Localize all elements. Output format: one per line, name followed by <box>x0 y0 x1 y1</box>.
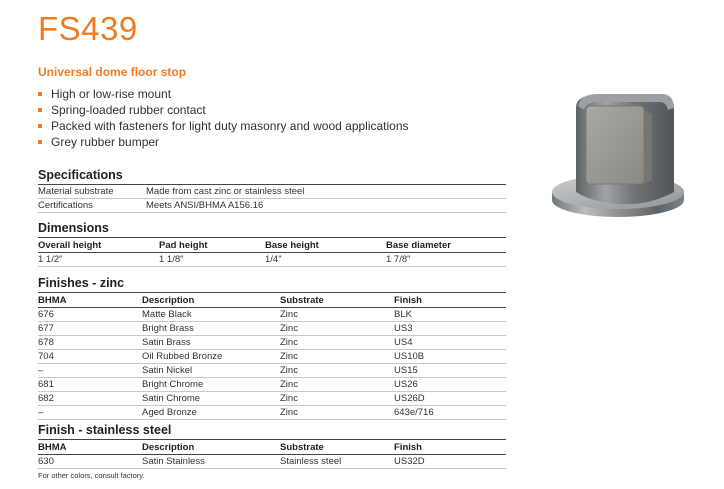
table-cell: US10B <box>394 350 506 364</box>
column-header: Substrate <box>280 293 394 308</box>
table-row <box>38 336 506 350</box>
table-cell: Satin Nickel <box>142 364 280 378</box>
dimensions-heading: Dimensions <box>38 220 506 238</box>
table-row <box>38 199 506 213</box>
table-row <box>38 455 506 469</box>
table-cell: Oil Rubbed Bronze <box>142 350 280 364</box>
column-header: BHMA <box>38 440 142 455</box>
column-header: Substrate <box>280 440 394 455</box>
table-cell: Bright Brass <box>142 322 280 336</box>
table-cell: US32D <box>394 455 506 469</box>
table-cell: 643e/716 <box>394 406 506 420</box>
spec-value: Meets ANSI/BHMA A156.16 <box>146 199 506 213</box>
table-row <box>38 392 506 406</box>
table-cell: Satin Stainless <box>142 455 280 469</box>
feature-item <box>38 86 409 102</box>
specifications-table <box>38 185 506 213</box>
feature-item <box>38 118 409 134</box>
product-subtitle: Universal dome floor stop <box>38 65 187 79</box>
table-cell: Zinc <box>280 392 394 406</box>
table-cell: Zinc <box>280 406 394 420</box>
dimensions-section <box>38 220 506 267</box>
column-header: Finish <box>394 440 506 455</box>
column-header: Finish <box>394 293 506 308</box>
finishes-zinc-section <box>38 275 506 420</box>
table-cell: 1 1/8" <box>159 253 265 267</box>
feature-list <box>38 86 409 150</box>
feature-text: Packed with fasteners for light duty masonry and wood applications <box>51 119 409 133</box>
column-header: Overall height <box>38 238 159 253</box>
table-cell: US26 <box>394 378 506 392</box>
feature-text: Grey rubber bumper <box>51 135 160 149</box>
table-row <box>38 253 506 267</box>
spec-label: Certifications <box>38 199 146 213</box>
table-row <box>38 364 506 378</box>
finishes-zinc-heading: Finishes - zinc <box>38 275 506 293</box>
table-cell: Stainless steel <box>280 455 394 469</box>
table-cell: Satin Brass <box>142 336 280 350</box>
feature-item <box>38 134 409 150</box>
column-header: Pad height <box>159 238 265 253</box>
table-cell: Zinc <box>280 364 394 378</box>
table-cell: 678 <box>38 336 142 350</box>
table-cell: 1 7/8" <box>386 253 506 267</box>
footnote: For other colors, consult factory. <box>38 471 145 480</box>
specifications-heading: Specifications <box>38 167 506 185</box>
column-header: Base height <box>265 238 386 253</box>
table-cell: – <box>38 406 142 420</box>
table-row <box>38 185 506 199</box>
table-cell: 677 <box>38 322 142 336</box>
column-header: Description <box>142 293 280 308</box>
page-title: FS439 <box>38 10 138 47</box>
table-row <box>38 378 506 392</box>
table-cell: 681 <box>38 378 142 392</box>
table-cell: 1/4" <box>265 253 386 267</box>
table-cell: US3 <box>394 322 506 336</box>
finishes-stainless-table <box>38 440 506 469</box>
table-cell: US15 <box>394 364 506 378</box>
table-cell: Aged Bronze <box>142 406 280 420</box>
finishes-stainless-heading: Finish - stainless steel <box>38 422 506 440</box>
specifications-section <box>38 167 506 213</box>
table-cell: Zinc <box>280 336 394 350</box>
floor-stop-product-image <box>548 88 690 220</box>
finishes-stainless-section <box>38 422 506 469</box>
table-cell: 682 <box>38 392 142 406</box>
square-bullet-icon <box>38 140 42 144</box>
table-cell: 676 <box>38 308 142 322</box>
feature-text: High or low-rise mount <box>51 87 172 101</box>
spec-value: Made from cast zinc or stainless steel <box>146 185 506 199</box>
feature-item <box>38 102 409 118</box>
square-bullet-icon <box>38 92 42 96</box>
table-row <box>38 322 506 336</box>
column-header: BHMA <box>38 293 142 308</box>
dimensions-table <box>38 238 506 267</box>
table-cell: Zinc <box>280 322 394 336</box>
table-cell: BLK <box>394 308 506 322</box>
table-row <box>38 308 506 322</box>
table-cell: 630 <box>38 455 142 469</box>
table-header-row <box>38 238 506 253</box>
table-cell: Satin Chrome <box>142 392 280 406</box>
table-header-row <box>38 293 506 308</box>
column-header: Description <box>142 440 280 455</box>
column-header: Base diameter <box>386 238 506 253</box>
table-cell: – <box>38 364 142 378</box>
table-cell: US4 <box>394 336 506 350</box>
table-cell: Matte Black <box>142 308 280 322</box>
square-bullet-icon <box>38 108 42 112</box>
table-cell: 704 <box>38 350 142 364</box>
table-cell: US26D <box>394 392 506 406</box>
square-bullet-icon <box>38 124 42 128</box>
feature-text: Spring-loaded rubber contact <box>51 103 206 117</box>
table-cell: Zinc <box>280 378 394 392</box>
table-header-row <box>38 440 506 455</box>
table-row <box>38 406 506 420</box>
table-row <box>38 350 506 364</box>
finishes-zinc-table <box>38 293 506 420</box>
spec-label: Material substrate <box>38 185 146 199</box>
table-cell: Zinc <box>280 350 394 364</box>
table-cell: Zinc <box>280 308 394 322</box>
table-cell: 1 1/2" <box>38 253 159 267</box>
table-cell: Bright Chrome <box>142 378 280 392</box>
